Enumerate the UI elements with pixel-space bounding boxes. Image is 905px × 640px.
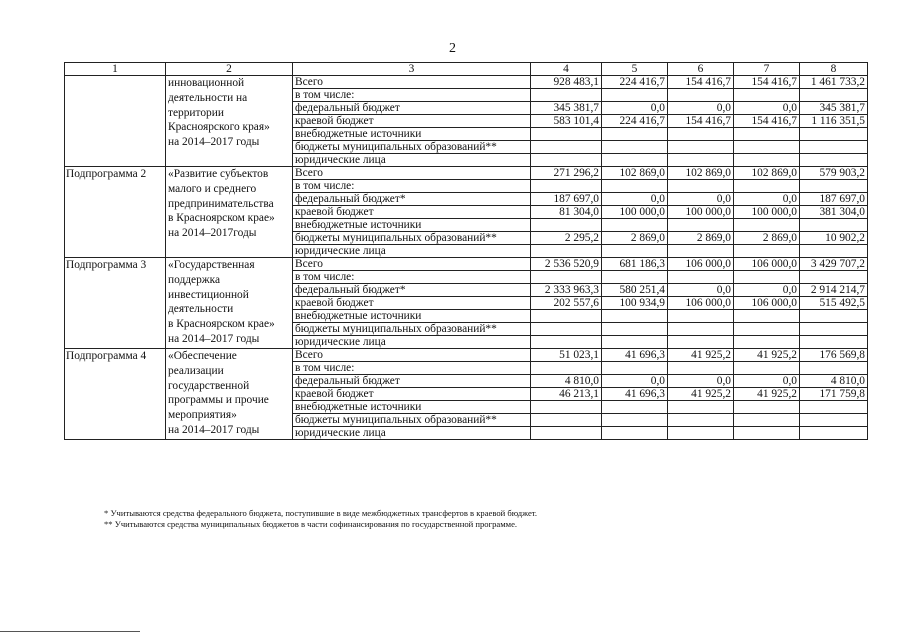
funding-source: в том числе: [293, 362, 531, 375]
subprogram-cell [65, 76, 166, 167]
page-number: 2 [449, 41, 456, 56]
amount-cell: 3 429 707,2 [800, 258, 868, 271]
amount-cell: 106 000,0 [668, 297, 734, 310]
subprogram-name-line: инвестиционной [168, 288, 249, 301]
amount-cell [531, 128, 602, 141]
amount-cell: 2 295,2 [531, 232, 602, 245]
amount-cell: 2 914 214,7 [800, 284, 868, 297]
funding-source: в том числе: [293, 271, 531, 284]
amount-cell [734, 128, 800, 141]
amount-cell [734, 245, 800, 258]
subprogram-label: Подпрограмма 2 [66, 168, 147, 180]
amount-cell: 271 296,2 [531, 167, 602, 180]
amount-cell: 4 810,0 [800, 375, 868, 388]
subprogram-name-line: на 2014–2017 годы [168, 136, 260, 149]
subprogram-name-line: в Красноярском крае» [168, 318, 275, 331]
amount-cell: 102 869,0 [668, 167, 734, 180]
subprogram-name-line: территории [168, 106, 224, 119]
amount-cell [668, 180, 734, 193]
subprogram-label: Подпрограмма 4 [66, 350, 147, 362]
amount-cell [668, 427, 734, 440]
budget-table [64, 62, 868, 440]
footnotes [104, 508, 537, 530]
table-row [65, 258, 868, 271]
amount-cell: 381 304,0 [800, 206, 868, 219]
amount-cell [800, 401, 868, 414]
amount-cell [531, 323, 602, 336]
amount-cell: 224 416,7 [602, 76, 668, 89]
amount-cell: 154 416,7 [668, 76, 734, 89]
funding-source: Всего [293, 258, 531, 271]
amount-cell [602, 89, 668, 102]
amount-cell: 41 696,3 [602, 388, 668, 401]
amount-cell [668, 245, 734, 258]
footnote-federal: * Учитываются средства федерального бюджета, поступившие в виде межбюджетных трансфертов в краевой бюджет. [104, 508, 538, 518]
amount-cell [668, 401, 734, 414]
amount-cell [602, 336, 668, 349]
amount-cell [800, 180, 868, 193]
subprogram-name-line: «Государственная [168, 259, 255, 271]
subprogram-cell [65, 258, 166, 349]
amount-cell [800, 245, 868, 258]
funding-source: бюджеты муниципальных образований** [293, 141, 531, 154]
subprogram-name-line: «Обеспечение [168, 350, 237, 362]
amount-cell: 0,0 [734, 375, 800, 388]
header-row [65, 63, 868, 76]
amount-cell [668, 362, 734, 375]
amount-cell [531, 401, 602, 414]
footnote-municipal: ** Учитываются средства муниципальных бюджетов в части софинансирования по государственной программе. [104, 519, 518, 529]
amount-cell: 0,0 [602, 102, 668, 115]
amount-cell [734, 401, 800, 414]
amount-cell [668, 154, 734, 167]
amount-cell: 202 557,6 [531, 297, 602, 310]
amount-cell [800, 414, 868, 427]
funding-source: в том числе: [293, 180, 531, 193]
amount-cell: 81 304,0 [531, 206, 602, 219]
amount-cell [734, 427, 800, 440]
column-header: 8 [800, 63, 868, 76]
amount-cell [602, 271, 668, 284]
amount-cell [531, 362, 602, 375]
table-row [65, 76, 868, 89]
amount-cell [734, 154, 800, 167]
amount-cell: 0,0 [668, 284, 734, 297]
amount-cell [531, 245, 602, 258]
amount-cell: 187 697,0 [800, 193, 868, 206]
amount-cell [734, 310, 800, 323]
amount-cell: 51 023,1 [531, 349, 602, 362]
amount-cell: 41 696,3 [602, 349, 668, 362]
amount-cell: 224 416,7 [602, 115, 668, 128]
amount-cell: 46 213,1 [531, 388, 602, 401]
funding-source: федеральный бюджет [293, 102, 531, 115]
amount-cell [602, 141, 668, 154]
funding-source: бюджеты муниципальных образований** [293, 232, 531, 245]
amount-cell [602, 414, 668, 427]
subprogram-cell [65, 349, 166, 440]
amount-cell [531, 427, 602, 440]
amount-cell: 4 810,0 [531, 375, 602, 388]
subprogram-name-line: «Развитие субъектов [168, 168, 269, 180]
amount-cell [668, 310, 734, 323]
funding-source: внебюджетные источники [293, 401, 531, 414]
funding-source: юридические лица [293, 336, 531, 349]
table-row [65, 349, 868, 362]
amount-cell [602, 180, 668, 193]
amount-cell [668, 128, 734, 141]
funding-source: бюджеты муниципальных образований** [293, 323, 531, 336]
funding-source: бюджеты муниципальных образований** [293, 414, 531, 427]
amount-cell [531, 271, 602, 284]
amount-cell [734, 219, 800, 232]
amount-cell [734, 89, 800, 102]
amount-cell [734, 414, 800, 427]
amount-cell [800, 427, 868, 440]
amount-cell: 154 416,7 [734, 76, 800, 89]
subprogram-name-line: на 2014–2017 годы [168, 332, 260, 345]
subprogram-name-cell [166, 349, 293, 440]
amount-cell [800, 336, 868, 349]
funding-source: Всего [293, 167, 531, 180]
funding-source: федеральный бюджет* [293, 284, 531, 297]
amount-cell: 100 000,0 [602, 206, 668, 219]
amount-cell [668, 219, 734, 232]
amount-cell [531, 154, 602, 167]
subprogram-name-line: деятельности на [168, 91, 248, 104]
amount-cell [602, 219, 668, 232]
funding-source: краевой бюджет [293, 297, 531, 310]
amount-cell [800, 271, 868, 284]
amount-cell: 41 925,2 [668, 388, 734, 401]
amount-cell: 41 925,2 [668, 349, 734, 362]
amount-cell: 106 000,0 [734, 297, 800, 310]
amount-cell: 171 759,8 [800, 388, 868, 401]
amount-cell [602, 310, 668, 323]
amount-cell: 579 903,2 [800, 167, 868, 180]
amount-cell: 100 934,9 [602, 297, 668, 310]
amount-cell: 0,0 [668, 102, 734, 115]
amount-cell [602, 362, 668, 375]
amount-cell [668, 89, 734, 102]
amount-cell: 2 869,0 [602, 232, 668, 245]
amount-cell: 0,0 [602, 193, 668, 206]
amount-cell [668, 336, 734, 349]
subprogram-name-line: деятельности [168, 303, 234, 316]
funding-source: краевой бюджет [293, 388, 531, 401]
amount-cell: 0,0 [734, 193, 800, 206]
column-header: 4 [531, 63, 602, 76]
amount-cell [800, 362, 868, 375]
subprogram-name-line: государственной [168, 379, 250, 392]
amount-cell [668, 414, 734, 427]
amount-cell [734, 336, 800, 349]
amount-cell [800, 154, 868, 167]
amount-cell [531, 414, 602, 427]
amount-cell: 106 000,0 [734, 258, 800, 271]
amount-cell [734, 323, 800, 336]
column-header: 3 [293, 63, 531, 76]
amount-cell [602, 128, 668, 141]
amount-cell: 176 569,8 [800, 349, 868, 362]
funding-source: внебюджетные источники [293, 219, 531, 232]
column-header: 5 [602, 63, 668, 76]
amount-cell: 2 333 963,3 [531, 284, 602, 297]
amount-cell: 681 186,3 [602, 258, 668, 271]
funding-source: юридические лица [293, 154, 531, 167]
amount-cell: 2 536 520,9 [531, 258, 602, 271]
amount-cell [602, 401, 668, 414]
subprogram-name-line: в Красноярском крае» [168, 212, 275, 225]
amount-cell [734, 362, 800, 375]
amount-cell [602, 323, 668, 336]
funding-source: федеральный бюджет* [293, 193, 531, 206]
amount-cell: 100 000,0 [734, 206, 800, 219]
table-row [65, 167, 868, 180]
funding-source: юридические лица [293, 245, 531, 258]
subprogram-name-cell [166, 167, 293, 258]
funding-source: краевой бюджет [293, 115, 531, 128]
subprogram-name-line: Красноярского края» [168, 121, 270, 134]
amount-cell: 0,0 [668, 375, 734, 388]
amount-cell [531, 336, 602, 349]
amount-cell [531, 310, 602, 323]
subprogram-cell [65, 167, 166, 258]
funding-source: внебюджетные источники [293, 128, 531, 141]
amount-cell: 2 869,0 [734, 232, 800, 245]
column-header: 7 [734, 63, 800, 76]
funding-source: внебюджетные источники [293, 310, 531, 323]
subprogram-name-line: инновационной [168, 77, 245, 89]
amount-cell: 580 251,4 [602, 284, 668, 297]
amount-cell: 154 416,7 [734, 115, 800, 128]
subprogram-name-line: программы и прочие [168, 394, 269, 407]
subprogram-name-line: мероприятия» [168, 409, 237, 422]
subprogram-label: Подпрограмма 3 [66, 259, 147, 271]
amount-cell: 41 925,2 [734, 388, 800, 401]
amount-cell: 1 461 733,2 [800, 76, 868, 89]
amount-cell: 928 483,1 [531, 76, 602, 89]
amount-cell: 187 697,0 [531, 193, 602, 206]
amount-cell: 345 381,7 [800, 102, 868, 115]
subprogram-name-line: поддержка [168, 273, 221, 286]
funding-source: в том числе: [293, 89, 531, 102]
amount-cell [800, 128, 868, 141]
amount-cell [800, 219, 868, 232]
amount-cell: 41 925,2 [734, 349, 800, 362]
amount-cell: 2 869,0 [668, 232, 734, 245]
subprogram-name-line: на 2014–2017 годы [168, 423, 260, 436]
amount-cell: 1 116 351,5 [800, 115, 868, 128]
amount-cell [734, 271, 800, 284]
amount-cell [668, 323, 734, 336]
amount-cell [668, 271, 734, 284]
amount-cell [734, 141, 800, 154]
subprogram-name-line: малого и среднего [168, 182, 257, 195]
footer-rule [0, 631, 140, 632]
subprogram-name-line: реализации [168, 364, 224, 377]
amount-cell: 583 101,4 [531, 115, 602, 128]
amount-cell: 154 416,7 [668, 115, 734, 128]
amount-cell [668, 141, 734, 154]
amount-cell [602, 245, 668, 258]
funding-source: Всего [293, 76, 531, 89]
amount-cell: 0,0 [602, 375, 668, 388]
amount-cell [800, 323, 868, 336]
amount-cell: 345 381,7 [531, 102, 602, 115]
amount-cell: 102 869,0 [734, 167, 800, 180]
subprogram-name-cell [166, 76, 293, 167]
column-header: 2 [166, 63, 293, 76]
amount-cell [800, 141, 868, 154]
amount-cell: 515 492,5 [800, 297, 868, 310]
amount-cell: 0,0 [668, 193, 734, 206]
amount-cell: 102 869,0 [602, 167, 668, 180]
amount-cell [531, 219, 602, 232]
amount-cell: 10 902,2 [800, 232, 868, 245]
funding-source: федеральный бюджет [293, 375, 531, 388]
amount-cell: 100 000,0 [668, 206, 734, 219]
funding-source: юридические лица [293, 427, 531, 440]
amount-cell [602, 427, 668, 440]
amount-cell: 0,0 [734, 284, 800, 297]
amount-cell [531, 141, 602, 154]
funding-source: Всего [293, 349, 531, 362]
subprogram-name-cell [166, 258, 293, 349]
amount-cell [800, 310, 868, 323]
subprogram-name-line: предпринимательства [168, 197, 274, 210]
amount-cell [531, 180, 602, 193]
amount-cell [531, 89, 602, 102]
funding-source: краевой бюджет [293, 206, 531, 219]
amount-cell [800, 89, 868, 102]
column-header: 6 [668, 63, 734, 76]
amount-cell [734, 180, 800, 193]
amount-cell: 106 000,0 [668, 258, 734, 271]
amount-cell: 0,0 [734, 102, 800, 115]
amount-cell [602, 154, 668, 167]
subprogram-name-line: на 2014–2017годы [168, 227, 257, 240]
column-header: 1 [65, 63, 166, 76]
